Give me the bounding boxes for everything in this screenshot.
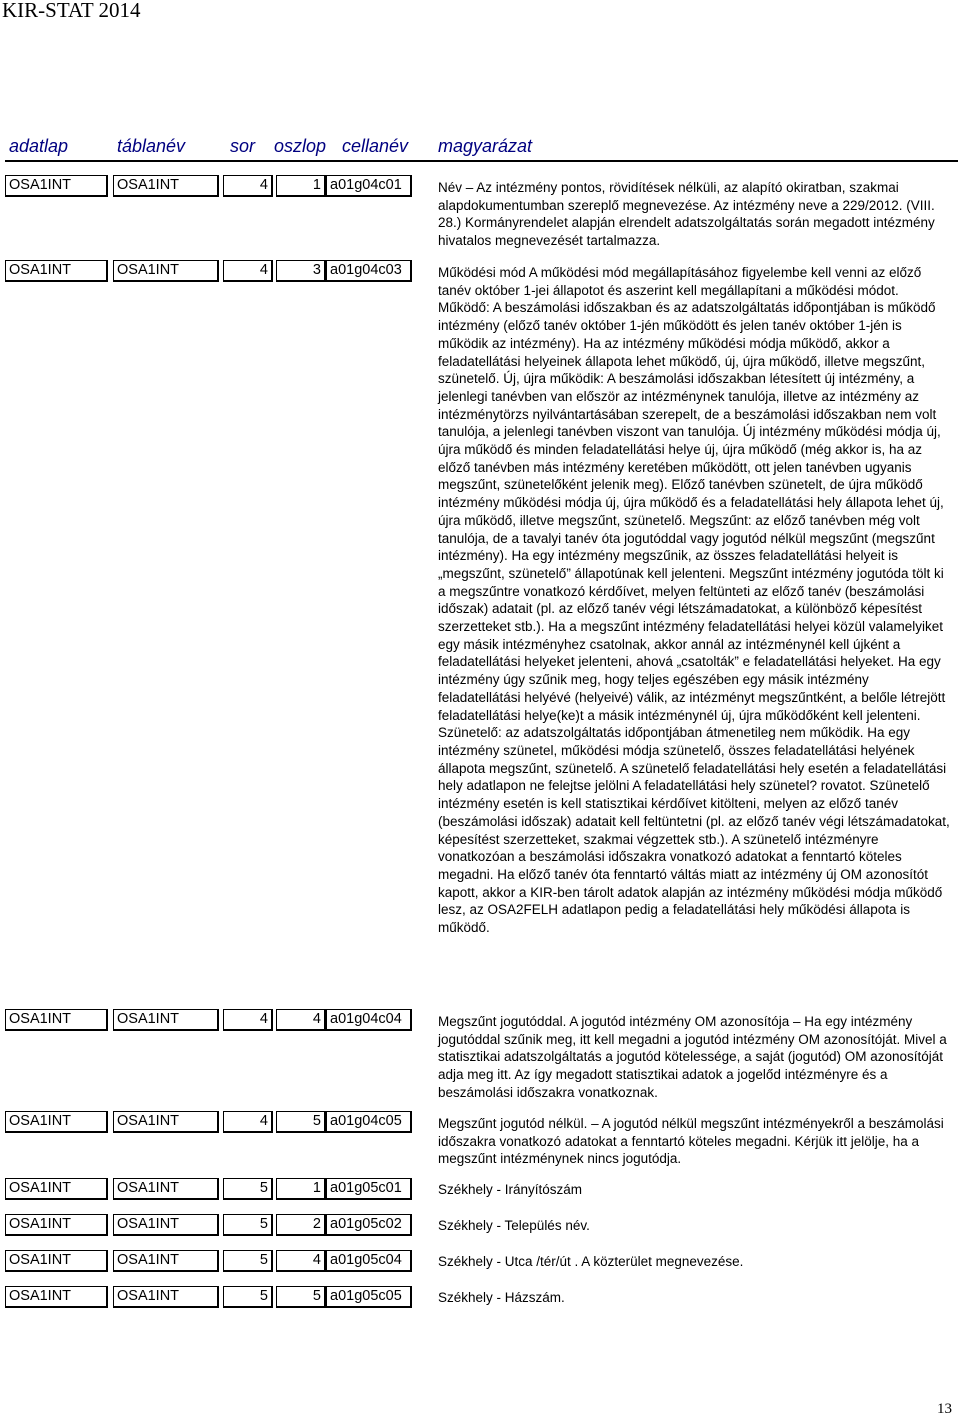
cell-tablanev: OSA1INT (113, 260, 219, 282)
page-number: 13 (937, 1401, 952, 1417)
cell-magyarazat: Székhely - Település név. (438, 1218, 590, 1233)
header-rule (5, 160, 958, 162)
cell-cellanev: a01g05c04 (326, 1250, 412, 1272)
cell-magyarazat: Székhely - Utca /tér/út . A közterület megnevezése. (438, 1254, 744, 1269)
cell-adatlap: OSA1INT (5, 1111, 108, 1133)
cell-magyarazat: Megszűnt jogutód nélkül. – A jogutód nélkül megszűnt intézményekről a beszámolási időszakra vonatkozó adatokat a fenntartó köteles megadni. Kérjük itt jelölje, ha a megszűnt intézménynek nincs jogutódja. (438, 1116, 944, 1167)
cell-oszlop: 1 (276, 1178, 326, 1200)
cell-oszlop: 1 (276, 175, 326, 197)
cell-oszlop: 4 (276, 1009, 326, 1031)
header-sor: sor (230, 136, 256, 156)
cell-cellanev: a01g05c05 (326, 1286, 412, 1308)
cell-adatlap: OSA1INT (5, 1009, 108, 1031)
cell-tablanev: OSA1INT (113, 1009, 219, 1031)
cell-tablanev: OSA1INT (113, 1286, 219, 1308)
header-oszlop: oszlop (274, 136, 327, 156)
cell-sor: 5 (223, 1178, 273, 1200)
cell-cellanev: a01g04c04 (326, 1009, 412, 1031)
cell-adatlap: OSA1INT (5, 1286, 108, 1308)
cell-sor: 4 (223, 260, 273, 282)
document-title: KIR-STAT 2014 (2, 0, 141, 22)
table-header (0, 133, 960, 157)
cell-magyarazat: Működési mód A működési mód megállapításához figyelembe kell venni az előző tanév október 1-jei állapotot és aszerint kell megállapítani a működési módot. Működő: A beszámolási időszakban és az adatszolgáltatás időpontjában is működő intézmény (előző tanév október 1-jén működött és jelen tanév október 1-jén is működik az intézmény). Ha az intézmény működési módja működő, akkor a feladatellátási helyeinek állapota lehet működő, új, újra működő, illetve megszűnt, szünetelő. Új, újra működik: A beszámolási időszakban létesített új intézmény, a jelenlegi tanévben van először az intézménynek tanulója, illetve az intézmény az intézménytörzs nyilvántartásában szerepelt, de a beszámolási időszakban nem volt tanulója, a jelenlegi tanévben viszont van tanulója. Új intézmény működési módja új, újra működő és minden feladatellátási helye új, újra működő (még akkor is, ha az előző tanévben más intézmény keretében működött, ott jelen tanévben ugyanis megszűnt, szünetelőként jelenik meg). Előző tanévben szünetelt, de újra működő intézmény működési módja új, újra működő és a feladatellátási hely állapota lehet új, újra működő, illetve megszűnt, szünetelő. Megszűnt: az előző tanévben még volt tanulója, de a tavalyi tanév óta jogutóddal vagy jogutód nélkül megszűnt (megszűnt intézmény). Ha egy intézmény megszűnik, az összes feladatellátási helyeit is „megszűnt, szünetelő” állapotúnak kell jelenteni. Megszűnt intézmény jogutóda tölt ki a megszűntre vonatkozó kérdőívet, melyen feltünteti az előző tanév (beszámolási időszak) adatait (pl. az előző tanév végi létszámadatokat, a különböző képesítést szerzetteket stb.). Ha a megszűnt intézmény feladatellátási helyei közül valamelyiket egy másik intézményhez csatolnak, akkor annál az intézménynél kell újként a feladatellátási helyeket jelenteni, ahová „csatolták” e feladatellátási helyeket. Ha egy intézmény úgy szűnik meg, hogy teljes egészében egy másik intézmény feladatellátási helyévé (helyeivé) válik, az intézményt megszűntként, a belőle létrejött feladatellátási helye(ke)t a másik intézménynél új, újra működőként kell jelenteni. Szünetelő: az adatszolgáltatás időpontjában átmenetileg nem működik. Ha egy intézmény szünetel, működési módja szünetelő, összes feladatellátási helyének állapota megszűnt, szünetelő. A szünetelő feladatellátási hely esetén a feladatellátási hely adatlapon ne felejtse jelölni A feladatellátási hely szünetel? rovatot. Szünetelő intézmény esetén is kell statisztikai kérdőívet kitölteni, melyen az előző tanév (beszámolási időszak) adatait kell feltüntetni (pl. az előző tanév végi létszámadatokat, képesítést szerzetteket, szakmai végzettek stb.). A szünetelő intézményre vonatkozóan a beszámolási időszakra vonatkozó adatokat a fenntartó köteles megadni. Ha előző tanév óta fenntartó váltás miatt az intézmény új OM azonosítót kapott, akkor a KIR-ben tárolt adatok alapján az intézmény működési módja működő lesz, az OSA2FELH adatlapon pedig a feladatellátási hely működési állapota is működő. (438, 265, 950, 936)
cell-magyarazat: Megszűnt jogutóddal. A jogutód intézmény OM azonosítója – Ha egy intézmény jogutóddal szűnik meg, itt kell megadni a jogutód intézmény OM azonosítóját. Mivel a statisztikai adatszolgáltatás a jogutód kötelessége, a saját (jogutód) OM azonosítóját adja meg itt. Az így megadott statisztikai adatok a jogelőd intézményre és a beszámolási időszakra vonatkoznak. (438, 1014, 947, 1100)
cell-oszlop: 5 (276, 1286, 326, 1308)
cell-cellanev: a01g04c01 (326, 175, 412, 197)
cell-magyarazat: Név – Az intézmény pontos, rövidítések nélküli, az alapító okiratban, szakmai alapdokumentumban szereplő megnevezése. Az intézmény neve a 229/2012. (VIII. 28.) Kormányrendelet alapján elrendelt adatszolgáltatás során megadott intézmény hivatalos megnevezését tartalmazza. (438, 180, 935, 249)
cell-adatlap: OSA1INT (5, 1250, 108, 1272)
cell-tablanev: OSA1INT (113, 175, 219, 197)
header-cellanev: cellanév (342, 136, 409, 156)
cell-oszlop: 5 (276, 1111, 326, 1133)
cell-oszlop: 4 (276, 1250, 326, 1272)
cell-tablanev: OSA1INT (113, 1111, 219, 1133)
cell-sor: 4 (223, 175, 273, 197)
cell-tablanev: OSA1INT (113, 1178, 219, 1200)
cell-cellanev: a01g04c05 (326, 1111, 412, 1133)
cell-adatlap: OSA1INT (5, 260, 108, 282)
cell-cellanev: a01g05c01 (326, 1178, 412, 1200)
cell-magyarazat: Székhely - Irányítószám (438, 1182, 583, 1197)
cell-sor: 5 (223, 1214, 273, 1236)
cell-cellanev: a01g05c02 (326, 1214, 412, 1236)
cell-tablanev: OSA1INT (113, 1214, 219, 1236)
cell-cellanev: a01g04c03 (326, 260, 412, 282)
header-tablanev: táblanév (117, 136, 186, 156)
cell-sor: 5 (223, 1250, 273, 1272)
cell-sor: 5 (223, 1286, 273, 1308)
cell-magyarazat: Székhely - Házszám. (438, 1290, 565, 1305)
cell-adatlap: OSA1INT (5, 1214, 108, 1236)
cell-sor: 4 (223, 1009, 273, 1031)
header-adatlap: adatlap (9, 136, 69, 156)
cell-tablanev: OSA1INT (113, 1250, 219, 1272)
cell-oszlop: 2 (276, 1214, 326, 1236)
cell-adatlap: OSA1INT (5, 1178, 108, 1200)
cell-oszlop: 3 (276, 260, 326, 282)
cell-sor: 4 (223, 1111, 273, 1133)
header-magyarazat: magyarázat (438, 136, 533, 156)
cell-adatlap: OSA1INT (5, 175, 108, 197)
